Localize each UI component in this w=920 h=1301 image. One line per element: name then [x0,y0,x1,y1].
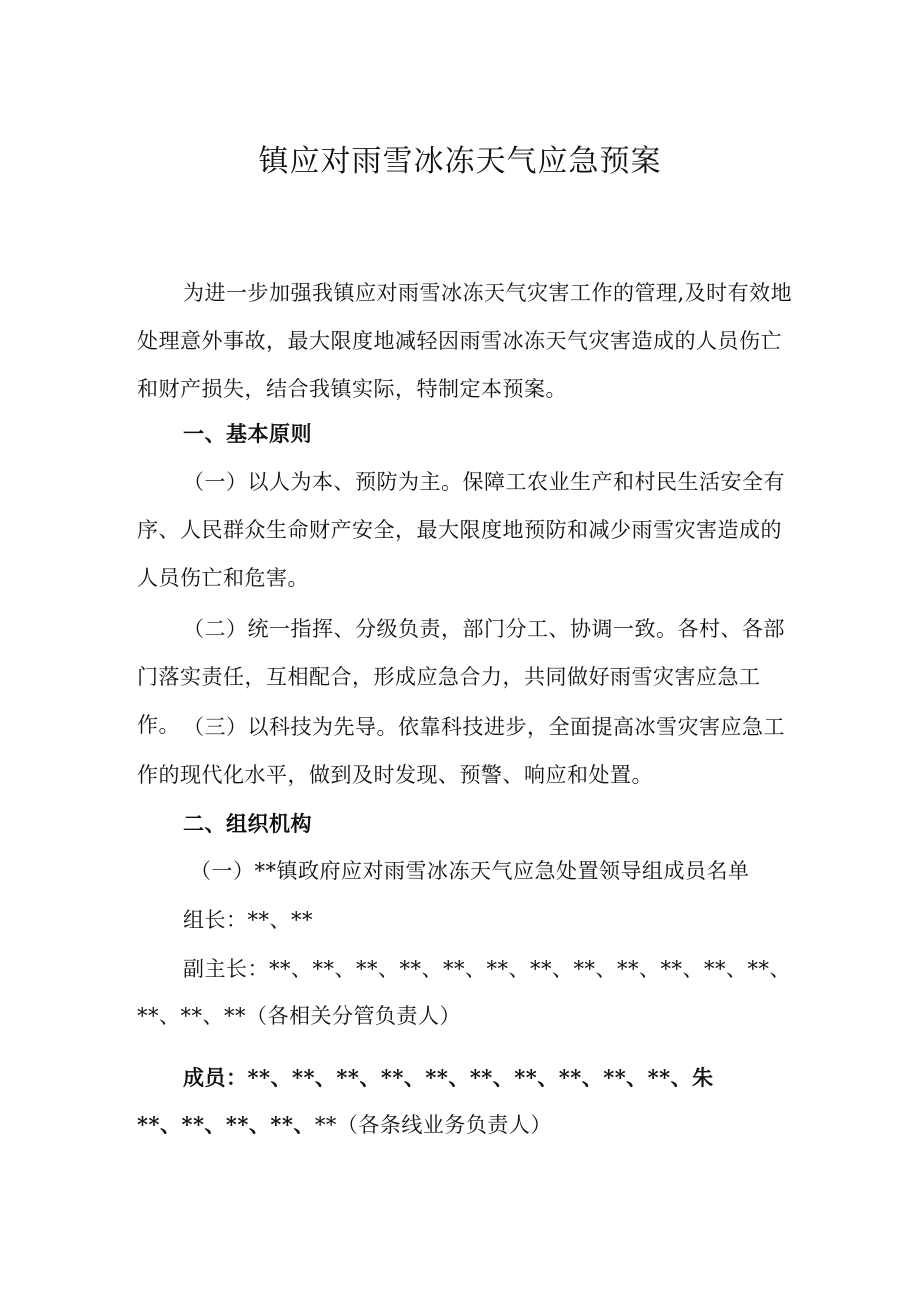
section-heading-basic-principles: 一、基本原则 [183,421,312,446]
intro-paragraph: 为进一步加强我镇应对雨雪冰冻天气灾害工作的管理,及时有效地处理意外事故，最大限度地减轻因雨雪冰冻天气灾害造成的人员伤亡和财产损失，结合我镇实际，特制定本预案。 [137,281,793,401]
members-line-2-names: **、**、**、**、 [137,1112,315,1137]
document-title: 镇应对雨雪冰冻天气应急预案 [258,144,662,179]
principle-paragraph-1: （一）以人为本、预防为主。保障工农业生产和村民生活安全有序、人民群众生命财产安全，最大限度地预防和减少雨雪灾害造成的人员伤亡和危害。 [137,470,785,590]
principle-paragraph-2: （二）统一指挥、分级负责，部门分工、协调一致。各村、各部门落实责任，互相配合，形成应急合力，共同做好雨雪灾害应急工作。 [137,617,785,737]
members-line-1: 成员：**、**、**、**、**、**、**、**、**、**、朱 [183,1065,714,1090]
members-line-2-note: **（各条线业务负责人） [314,1113,552,1137]
members-line-2 [137,1101,552,1149]
deputy-line-2: **、**、**（各相关分管负责人） [137,1004,461,1028]
subsection-leadership-list: （一）**镇政府应对雨雪冰冻天气应急处置领导组成员名单 [190,859,750,883]
principle-paragraph-3: （三）以科技为先导。依靠科技进步，全面提高冰雪灾害应急工作的现代化水平，做到及时发现、预警、响应和处置。 [137,715,785,787]
leader-line: 组长：**、** [183,908,313,932]
section-heading-organization: 二、组织机构 [183,811,312,836]
deputy-line-1: 副主长：**、**、**、**、**、**、**、**、**、**、**、**、 [183,957,791,981]
